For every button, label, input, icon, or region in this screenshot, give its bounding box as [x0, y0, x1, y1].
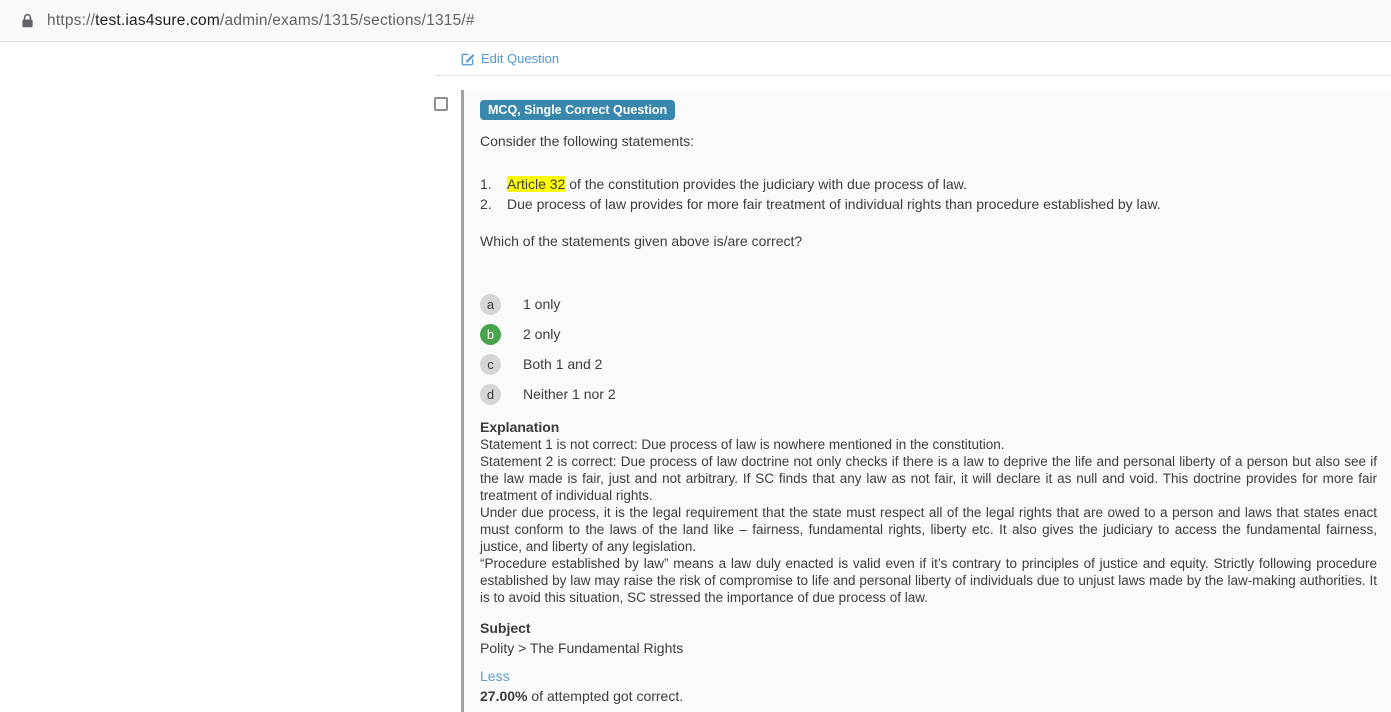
stats-text: of attempted got correct.: [527, 688, 684, 704]
question-select-checkbox[interactable]: [434, 97, 448, 111]
statement-text: Due process of law provides for more fair treatment of individual rights than procedure established by law.: [507, 196, 1161, 212]
statement-item: [480, 194, 1377, 214]
option-label: 2 only: [523, 326, 561, 342]
question-intro: Consider the following statements:: [480, 133, 694, 149]
option-letter-badge: a: [480, 294, 501, 315]
explanation-paragraph: Statement 1 is not correct: Due process of law is nowhere mentioned in the constitution.: [480, 437, 1005, 452]
option-label: Both 1 and 2: [523, 356, 603, 372]
options-list: [480, 289, 1377, 409]
url-text: [47, 12, 475, 30]
stats-line: [480, 688, 1377, 705]
question-content: [461, 90, 1391, 712]
option-row: [480, 379, 1377, 409]
statement-number: 2.: [480, 196, 492, 212]
question-prompt: Which of the statements given above is/are correct?: [480, 233, 803, 249]
subject-value: Polity > The Fundamental Rights: [480, 640, 684, 656]
option-label: Neither 1 nor 2: [523, 386, 616, 402]
edit-question-button[interactable]: [461, 51, 559, 66]
option-row: [480, 349, 1377, 379]
statement-item: [480, 174, 1377, 194]
option-label: 1 only: [523, 296, 561, 312]
url-domain: test.ias4sure.com: [95, 11, 220, 29]
explanation-paragraph: Under due process, it is the legal requirement that the state must respect all of the legal rights that are owed to a person and laws that states enact must conform to the laws of the land like – fairness, fundamental rights, liberty etc. It also gives the judiciary to access the fundamental fairness, justice, and liberty of any legislation.: [480, 505, 1377, 554]
option-row: [480, 289, 1377, 319]
url-path: /admin/exams/1315/sections/1315/#: [220, 11, 475, 29]
edit-pencil-square-icon: [461, 52, 475, 66]
question-type-badge: MCQ, Single Correct Question: [480, 100, 675, 120]
url-scheme: https://: [47, 11, 96, 29]
option-row: [480, 319, 1377, 349]
explanation-paragraph: Statement 2 is correct: Due process of law doctrine not only checks if there is a law to deprive the life and personal liberty of a person but also see if the law made is fair, just and not arbitrary. If SC finds that any law as not fair, it will declare it as null and void. This doctrine provides for more fair treatment of individual rights.: [480, 454, 1377, 503]
explanation-heading: Explanation: [480, 419, 560, 435]
statement-number: 1.: [480, 176, 492, 192]
explanation-body: [480, 436, 1377, 606]
statements-list: [480, 174, 1377, 214]
statement-text: Article 32 of the constitution provides the judiciary with due process of law.: [507, 176, 967, 192]
section-divider: [435, 75, 1391, 76]
option-letter-badge: d: [480, 384, 501, 405]
explanation-paragraph: “Procedure established by law” means a law duly enacted is valid even if it’s contrary to principles of justice and equity. Strictly following procedure established by law may raise the risk of compromise to life and personal liberty of individuals due to unjust laws made by the law-making authorities. It is to avoid this situation, SC stressed the importance of due process of law.: [480, 556, 1377, 605]
correct-option-badge: b: [480, 324, 501, 345]
less-link[interactable]: Less: [480, 668, 510, 684]
browser-url-bar[interactable]: [0, 0, 1391, 42]
question-row: [0, 90, 1391, 712]
highlighted-text: Article 32: [507, 176, 566, 192]
subject-heading: Subject: [480, 620, 531, 636]
question-gutter: [0, 90, 461, 712]
edit-question-label: Edit Question: [481, 51, 560, 66]
correct-percentage: 27.00%: [480, 688, 528, 704]
question-toolbar: [0, 42, 1391, 75]
lock-icon: [21, 13, 34, 29]
option-letter-badge: c: [480, 354, 501, 375]
